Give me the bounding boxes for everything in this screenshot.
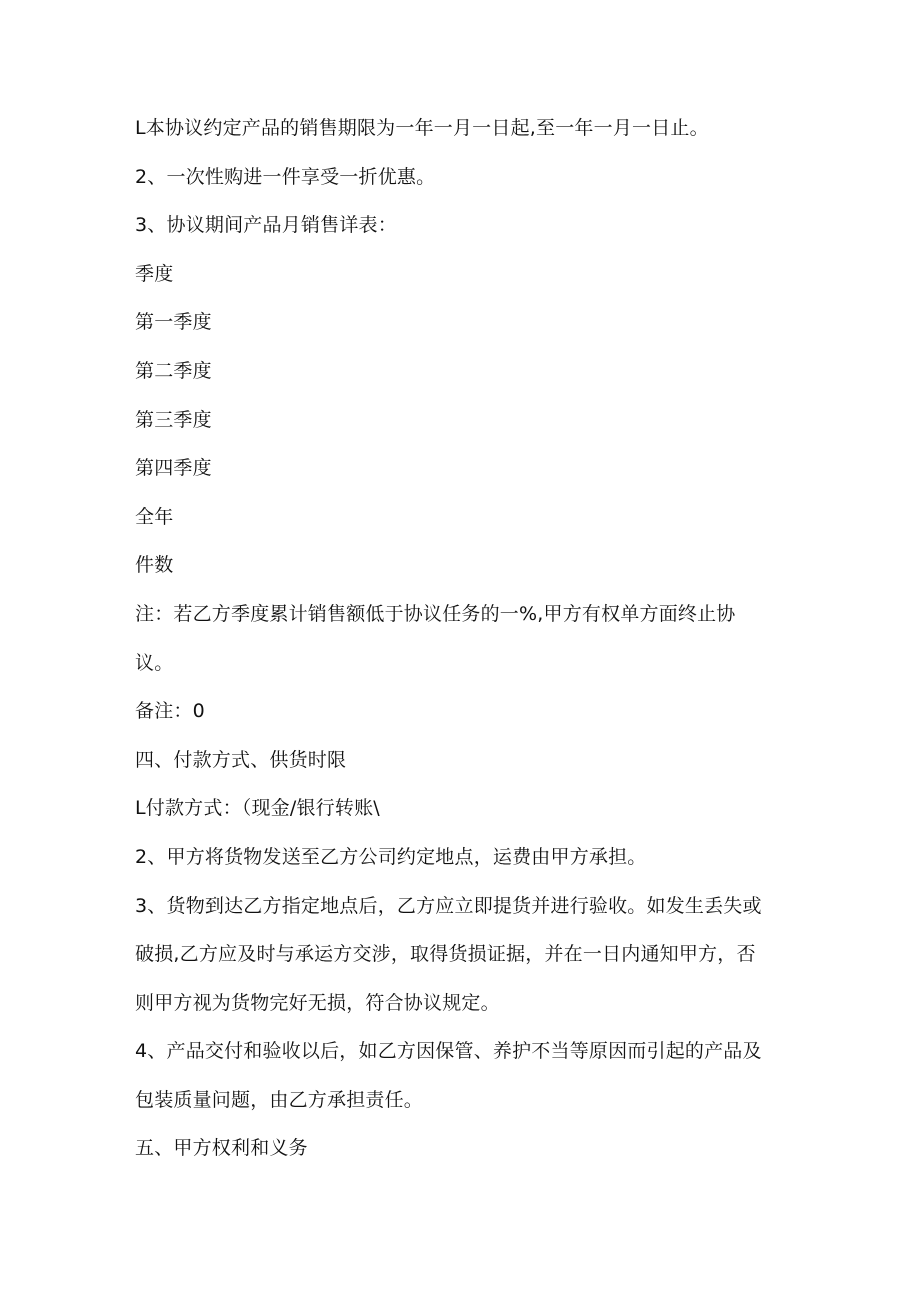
- clause-monthly-sales-table: 3、协议期间产品月销售详表：: [135, 214, 397, 237]
- note-line-1: 注：若乙方季度累计销售额低于协议任务的一%,甲方有权单方面终止协: [135, 602, 736, 625]
- clause-inspection-line-2: 破损,乙方应及时与承运方交涉，取得货损证据，并在一日内通知甲方，否: [135, 943, 756, 966]
- document-body: [135, 116, 795, 1185]
- table-row-q4: 第四季度: [135, 457, 212, 480]
- clause-shipping: 2、甲方将货物发送至乙方公司约定地点，运费由甲方承担。: [135, 845, 647, 868]
- section-heading-party-a: 五、甲方权利和义务: [135, 1137, 308, 1160]
- clause-inspection-line-1: 3、货物到达乙方指定地点后，乙方应立即提货并进行验收。如发生丢失或: [135, 894, 762, 917]
- clause-discount: 2、一次性购进一件享受一折优惠。: [135, 165, 436, 188]
- remark: 备注：0: [135, 700, 205, 723]
- section-heading-payment: 四、付款方式、供货时限: [135, 748, 347, 771]
- table-row-q2: 第二季度: [135, 359, 212, 382]
- table-header-quarter: 季度: [135, 262, 174, 285]
- table-row-q3: 第三季度: [135, 408, 212, 431]
- clause-liability-line-1: 4、产品交付和验收以后，如乙方因保管、养护不当等原因而引起的产品及: [135, 1040, 762, 1063]
- note-line-2: 议。: [135, 651, 174, 674]
- clause-liability-line-2: 包装质量问题，由乙方承担责任。: [135, 1088, 424, 1111]
- clause-sales-period: L本协议约定产品的销售期限为一年一月一日起,至一年一月一日止。: [135, 117, 709, 139]
- clause-inspection-line-3: 则甲方视为货物完好无损，符合协议规定。: [135, 991, 500, 1014]
- table-row-q1: 第一季度: [135, 311, 212, 334]
- clause-payment-method: L付款方式：（现金/银行转账\: [135, 797, 380, 820]
- table-row-full-year: 全年: [135, 505, 174, 528]
- table-header-quantity: 件数: [135, 554, 174, 577]
